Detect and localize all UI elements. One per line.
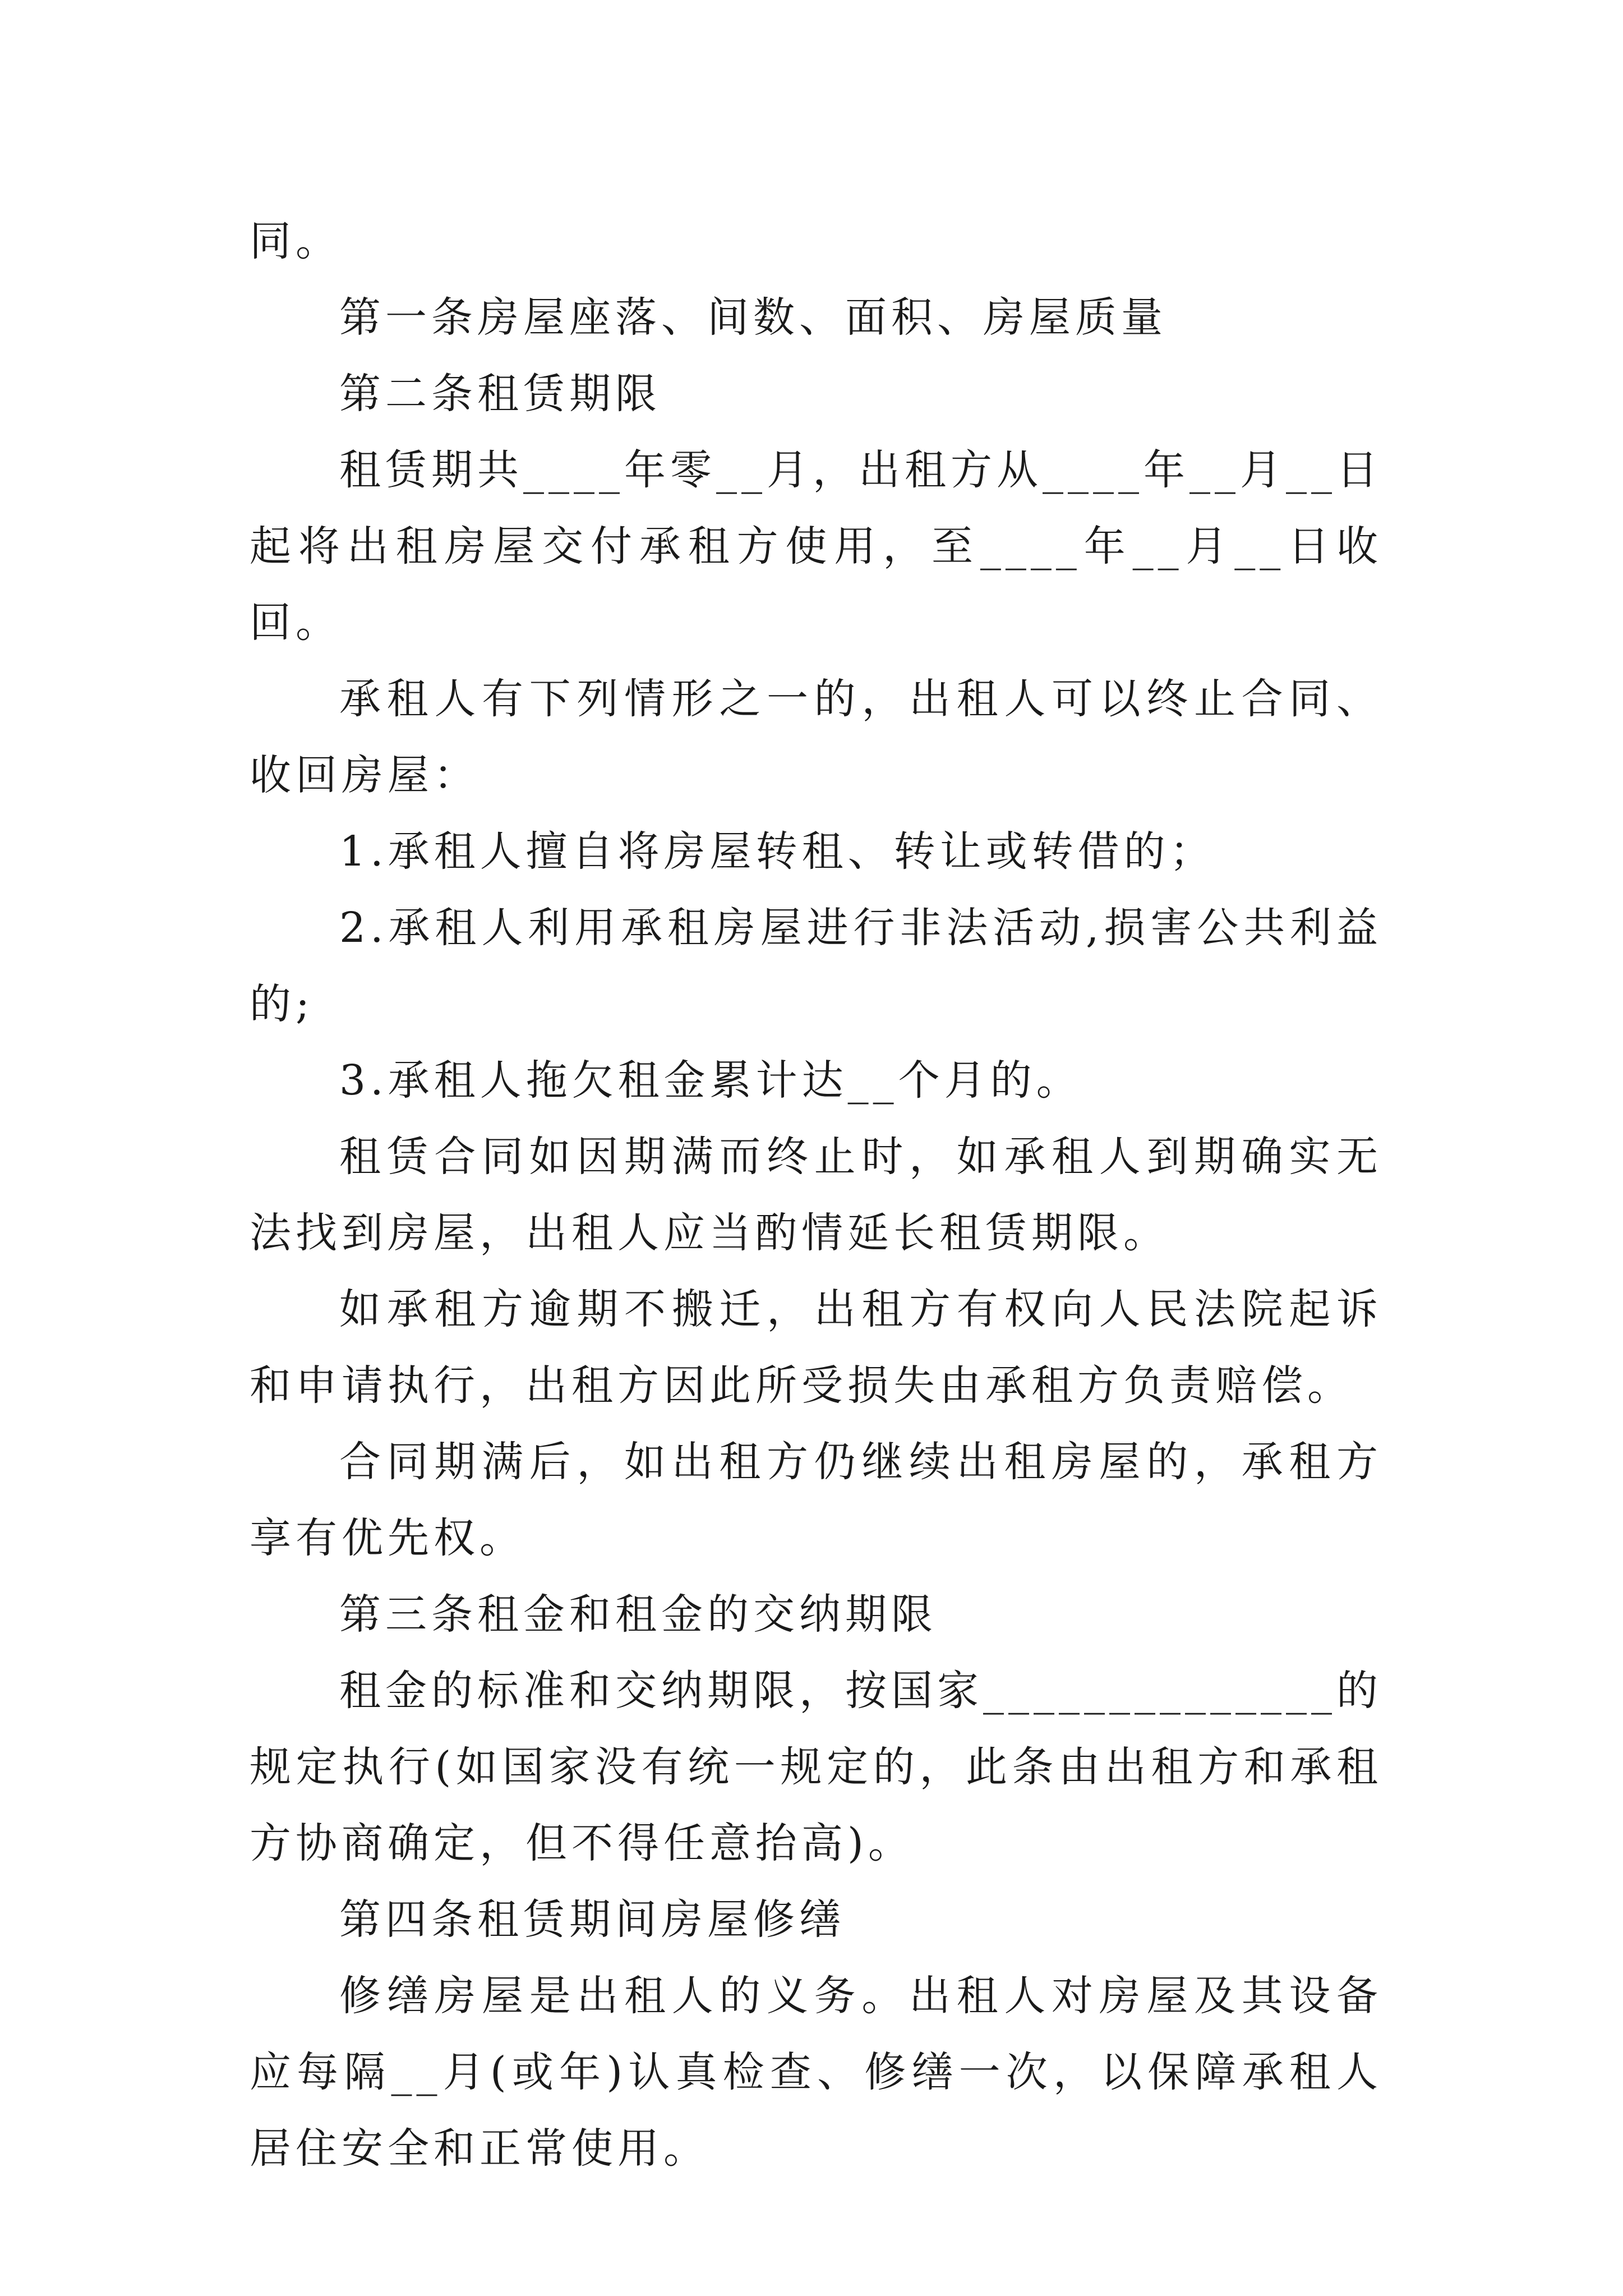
condition-item-2: 2.承租人利用承租房屋进行非法活动,损害公共利益的;	[250, 904, 1382, 1028]
rent-standard-paragraph: 租金的标准和交纳期限，按国家______________的规定执行(如国家没有统一规定的，此条由出租方和承租方协商确定，但不得任意抬高)。	[250, 1667, 1382, 1867]
overdue-relocation-paragraph: 如承租方逾期不搬迁，出租方有权向人民法院起诉和申请执行，出租方因此所受损失由承租方负责赔偿。	[250, 1285, 1382, 1410]
paragraph-continuation: 同。	[250, 217, 342, 265]
article-4-heading: 第四条租赁期间房屋修缮	[339, 1895, 845, 1944]
article-3-heading: 第三条租金和租金的交纳期限	[339, 1590, 937, 1639]
document-body	[250, 203, 1382, 2187]
priority-right-paragraph: 合同期满后，如出租方仍继续出租房屋的，承租方享有优先权。	[250, 1438, 1382, 1562]
article-1-heading: 第一条房屋座落、间数、面积、房屋质量	[339, 293, 1167, 342]
repair-duty-paragraph: 修缮房屋是出租人的义务。出租人对房屋及其设备应每隔__月(或年)认真检查、修缮一次，以保障承租人居住安全和正常使用。	[250, 1972, 1382, 2173]
condition-item-3: 3.承租人拖欠租金累计达__个月的。	[339, 1056, 1082, 1105]
termination-conditions-paragraph: 承租人有下列情形之一的，出租人可以终止合同、收回房屋：	[250, 675, 1382, 799]
lease-term-paragraph: 租赁期共____年零__月，出租方从____年__月__日起将出租房屋交付承租方使用，至____年__月__日收回。	[250, 446, 1382, 647]
article-2-heading: 第二条租赁期限	[339, 370, 661, 418]
expiry-extension-paragraph: 租赁合同如因期满而终止时，如承租人到期确实无法找到房屋，出租人应当酌情延长租赁期限。	[250, 1133, 1382, 1257]
condition-item-1: 1.承租人擅自将房屋转租、转让或转借的；	[339, 827, 1216, 876]
